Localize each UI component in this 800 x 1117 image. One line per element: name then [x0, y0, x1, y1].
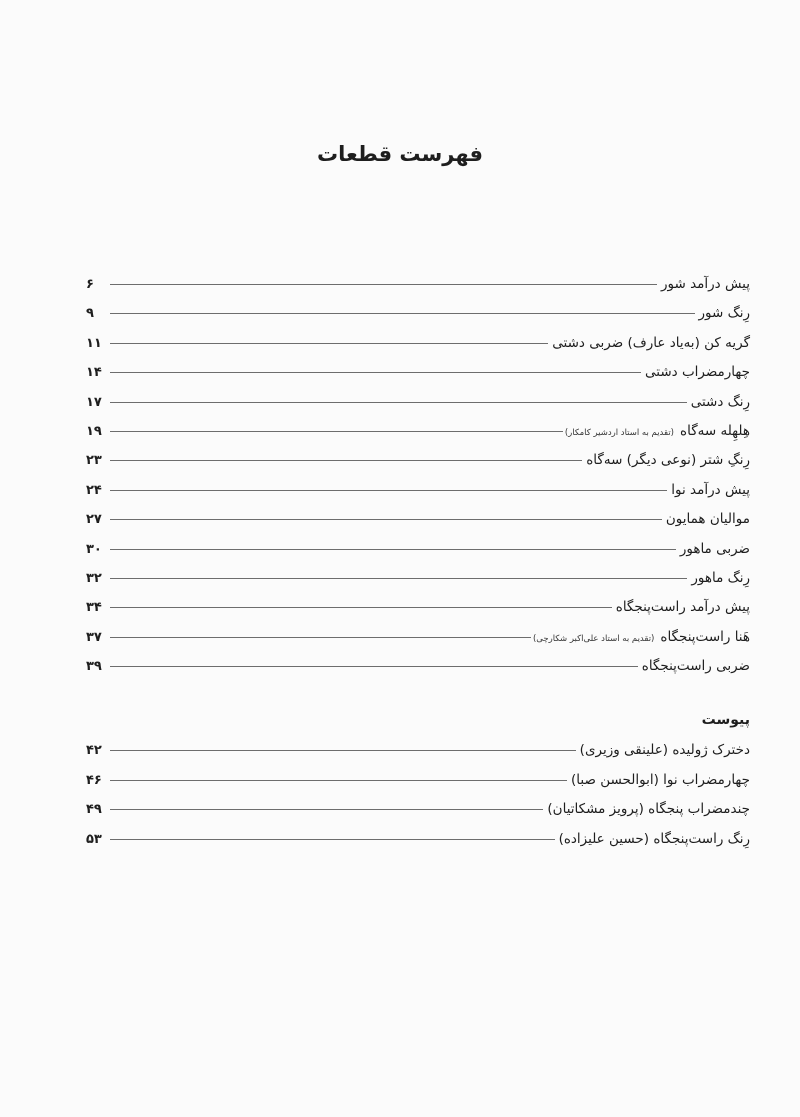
toc-entry-title: گریه کن (به‌یاد عارف) ضربی دشتی	[552, 334, 750, 351]
leader-line	[110, 666, 638, 667]
page-title: فهرست قطعات	[317, 142, 483, 166]
toc-entry	[86, 305, 750, 334]
toc-entry-title: چندمضراب پنجگاه (پرویز مشکاتیان)	[547, 801, 750, 817]
toc-main-list	[86, 276, 750, 687]
toc-page-number: ۶	[86, 277, 94, 292]
toc-entry	[86, 831, 750, 861]
toc-entry	[86, 335, 750, 364]
toc-entry-title: ضربی ماهور	[679, 540, 750, 557]
toc-entry-title: پیش درآمد راست‌پنجگاه	[615, 599, 750, 616]
toc-entry	[86, 599, 750, 628]
leader-line	[110, 460, 582, 461]
leader-line	[110, 402, 687, 403]
toc-page-number: ۲۳	[86, 453, 102, 469]
leader-line	[110, 284, 657, 285]
toc-entry	[86, 801, 750, 831]
toc-entry	[86, 570, 750, 599]
leader-line	[110, 637, 531, 638]
toc-entry	[86, 482, 750, 511]
toc-entry	[86, 658, 750, 687]
toc-page-number: ۴۶	[86, 772, 102, 788]
leader-line	[110, 490, 667, 491]
toc-entry	[86, 772, 750, 802]
toc-page-number: ۱۱	[86, 335, 102, 351]
toc-entry-title: رِنگ دشتی	[690, 393, 750, 410]
leader-line	[110, 431, 563, 432]
toc-page-number: ۳۰	[86, 541, 102, 557]
leader-line	[110, 549, 676, 550]
toc-entry-title: هَنا راست‌پنجگاه	[660, 628, 750, 645]
leader-line	[110, 780, 567, 781]
toc-entry-title: چهارمضراب نوا (ابوالحسن صبا)	[571, 771, 750, 788]
toc-page-number: ۱۹	[86, 423, 102, 439]
toc-entry-title: هِلهِله سه‌گاه	[680, 422, 750, 439]
toc-appendix-list	[86, 742, 750, 860]
toc-page-number: ۱۴	[86, 365, 102, 381]
toc-entry	[86, 511, 750, 540]
toc-entry	[86, 629, 750, 658]
leader-line	[110, 372, 641, 373]
leader-line	[110, 839, 555, 840]
toc-entry-title: رِنگِ شتر (نوعی دیگر) سه‌گاه	[586, 452, 750, 469]
leader-line	[110, 578, 687, 579]
appendix-heading: پیوست	[701, 712, 750, 728]
toc-entry-title: پیش درآمد نوا	[671, 481, 750, 498]
toc-entry-title: چهارمضراب دشتی	[645, 364, 750, 381]
toc-entry	[86, 364, 750, 393]
toc-entry-title: پیش درآمد شور	[660, 276, 750, 292]
leader-line	[110, 607, 612, 608]
toc-entry-title: موالیان همایون	[665, 511, 750, 528]
leader-line	[110, 809, 543, 810]
toc-entry	[86, 276, 750, 305]
toc-entry	[86, 452, 750, 481]
leader-line	[110, 313, 695, 314]
toc-entry	[86, 742, 750, 772]
toc-entry	[86, 541, 750, 570]
toc-page-number: ۳۴	[86, 600, 102, 616]
toc-page-number: ۴۲	[86, 743, 102, 758]
toc-page-number: ۹	[86, 306, 94, 322]
toc-entry-title: رِنگ ماهور	[691, 569, 750, 586]
toc-page-number: ۲۴	[86, 482, 102, 498]
toc-page-number: ۱۷	[86, 394, 102, 410]
toc-entry	[86, 394, 750, 423]
toc-entry-title: رِنگ راست‌پنجگاه (حسین علیزاده)	[558, 830, 750, 847]
toc-page-number: ۴۹	[86, 802, 102, 817]
toc-entry-title: دخترک ژولیده (علینقی وزیری)	[579, 742, 750, 758]
leader-line	[110, 519, 662, 520]
toc-entry-title: رِنگ شور	[698, 305, 750, 322]
toc-page-number: ۵۳	[86, 831, 102, 847]
toc-entry	[86, 423, 750, 452]
toc-page-number: ۳۲	[86, 570, 102, 586]
toc-page-number: ۳۹	[86, 659, 102, 675]
toc-page-number: ۲۷	[86, 512, 102, 528]
leader-line	[110, 343, 548, 344]
toc-entry-dedication: (تقدیم به استاد اردشیر کامکار)	[564, 427, 675, 438]
toc-entry-title: ضربی راست‌پنجگاه	[641, 658, 750, 675]
toc-page-number: ۳۷	[86, 629, 102, 645]
toc-entry-dedication: (تقدیم به استاد علی‌اکبر شکارچی)	[532, 633, 655, 644]
leader-line	[110, 750, 576, 751]
